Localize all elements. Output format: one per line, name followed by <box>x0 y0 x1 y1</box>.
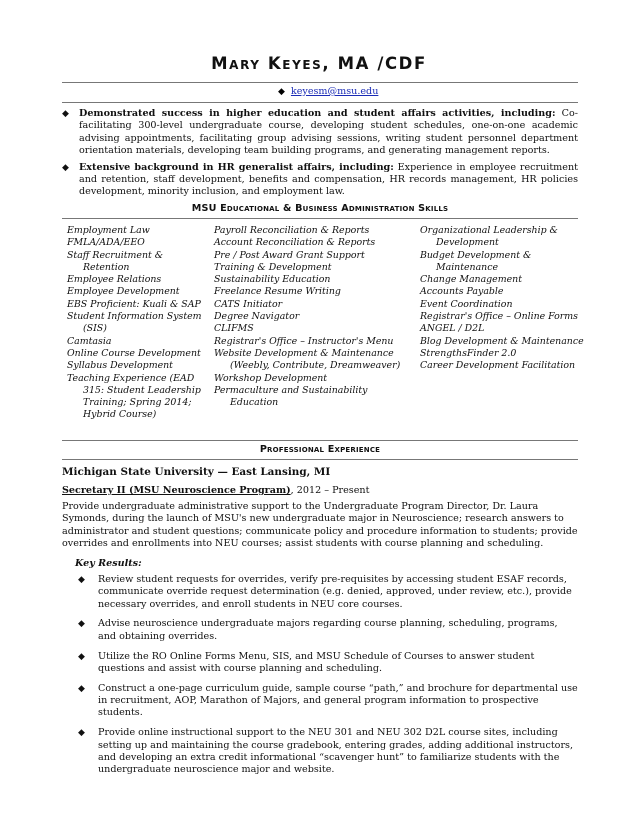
skill-item: Staff Recruitment & Retention <box>67 249 164 273</box>
diamond-bullet-icon: ◆ <box>78 683 85 694</box>
skill-item: Budget Development & Maintenance <box>420 249 532 273</box>
experience-heading-text: Professional Experience <box>259 444 381 455</box>
skill-item: Online Course Development <box>67 347 201 359</box>
skill-item: Payroll Reconciliation & Reports <box>214 225 370 236</box>
email-link[interactable]: keyesm@msu.edu <box>290 86 379 97</box>
skill-item: Registrar's Office – Instructor's Menu <box>214 335 394 347</box>
role-dates: , 2012 – Present <box>290 485 370 496</box>
summary-item <box>62 162 578 199</box>
skill-item: Accounts Payable <box>420 286 504 298</box>
experience-rule-bottom <box>62 459 578 460</box>
key-results-list <box>78 574 578 784</box>
key-result-text: Advise neuroscience undergraduate majors regarding course planning, scheduling, programs, and obtaining overrides. <box>98 618 558 642</box>
skill-item: Pre / Post Award Grant Support <box>214 249 365 261</box>
employer-name: Michigan State University — East Lansing, MI <box>62 466 331 478</box>
list-item <box>78 727 578 776</box>
skill-item: Employment Law <box>67 225 150 236</box>
skills-column-1 <box>67 225 212 422</box>
skill-item: Teaching Experience (EAD 315: Student Leadership Training; Spring 2014; Hybrid Course) <box>67 372 201 421</box>
diamond-bullet-icon: ◆ <box>278 87 285 97</box>
skill-item: Change Management <box>420 274 522 286</box>
key-results-label: Key Results: <box>75 558 142 569</box>
summary-item <box>62 108 578 158</box>
skills-heading <box>62 203 578 214</box>
header-rule <box>62 82 578 83</box>
list-item <box>78 683 578 720</box>
skill-item: Organizational Leadership & Development <box>420 225 558 249</box>
skill-item: Workshop Development <box>214 372 328 384</box>
diamond-bullet-icon: ◆ <box>78 575 85 585</box>
skills-heading-text: MSU Educational & Business Administration Skills <box>191 203 449 214</box>
skill-item: CLIFMS <box>214 323 254 335</box>
candidate-name <box>0 54 638 73</box>
skill-item: StrengthsFinder 2.0 <box>420 347 517 359</box>
name-text: Mary Keyes, MA /CDF <box>211 54 427 73</box>
key-result-text: Utilize the RO Online Forms Menu, SIS, and MSU Schedule of Courses to answer student questions and assist with course planning and scheduling. <box>98 650 535 674</box>
list-item <box>78 618 578 643</box>
diamond-bullet-icon: ◆ <box>78 619 85 630</box>
diamond-bullet-icon: ◆ <box>78 651 85 662</box>
skill-item: Training & Development <box>214 261 332 273</box>
contact-rule <box>62 102 578 103</box>
summary-list <box>62 108 578 203</box>
diamond-bullet-icon: ◆ <box>78 728 85 739</box>
skill-item: EBS Proficient: Kuali & SAP <box>67 298 201 310</box>
skills-rule <box>62 218 578 219</box>
skill-item: FMLA/ADA/EEO <box>67 237 145 249</box>
skill-item: Blog Development & Maintenance <box>420 335 584 347</box>
skill-item: Freelance Resume Writing <box>214 286 341 298</box>
skill-item: Syllabus Development <box>67 360 173 372</box>
skill-item: Degree Navigator <box>214 311 300 323</box>
list-item <box>78 574 578 611</box>
summary-text: Experience in employee recruitment and retention, staff development, benefits and compensation, HR records management, HR policies development, minority inclusion, and employment law. <box>79 161 578 198</box>
summary-text: Co-facilitating 300-level undergraduate course, developing student schedules, one-on-one academic advising appointments, facilitating group advising sessions, writing student personnel department orientation materials, developing team building programs, and generating management reports. <box>79 108 578 157</box>
role-line <box>62 485 369 496</box>
skill-item: Permaculture and Sustainability Education <box>214 384 368 409</box>
diamond-bullet-icon: ◆ <box>62 109 69 119</box>
key-result-text: Provide online instructional support to the NEU 301 and NEU 302 D2L course sites, including setting up and maintaining the course gradebook, entering grades, adding additional instructors, and developing an extra credit informational “scavenger hunt” to familiarize students with the undergraduate neuroscience major and website. <box>98 727 574 776</box>
key-result-text: Construct a one-page curriculum guide, sample course “path,” and brochure for departmental use in recruitment, AOP, Marathon of Majors, and general program information to prospective students. <box>98 682 578 719</box>
skill-item: Event Coordination <box>420 298 513 310</box>
skill-item: Sustainability Education <box>214 274 331 286</box>
list-item <box>78 651 578 676</box>
skill-item: CATS Initiator <box>214 298 283 310</box>
skill-item: Camtasia <box>67 335 112 347</box>
skill-item: Employee Relations <box>67 274 162 286</box>
skill-item: Registrar's Office – Online Forms <box>420 311 578 323</box>
summary-lead: Extensive background in HR generalist affairs, including: <box>79 161 394 173</box>
diamond-bullet-icon: ◆ <box>62 162 69 173</box>
experience-rule-top <box>62 440 578 441</box>
skill-item: Website Development & Maintenance (Weebly, Contribute, Dreamweaver) <box>214 347 401 372</box>
role-title: Secretary II (MSU Neuroscience Program) <box>62 485 291 496</box>
contact-line <box>278 86 378 97</box>
skills-column-2 <box>214 225 410 409</box>
summary-lead: Demonstrated success in higher education and student affairs activities, including: <box>79 108 556 119</box>
experience-heading <box>62 444 578 455</box>
skill-item: Account Reconciliation & Reports <box>214 237 376 249</box>
skill-item: Career Development Facilitation <box>420 360 576 372</box>
role-description: Provide undergraduate administrative support to the Undergraduate Program Director, Dr. Laura Symonds, during the launch of MSU's new undergraduate major in Neuroscience; research answers to administrator and student questions; communicate policy and procedure information to students; provide overrides and enrollments into NEU courses; assist students with course planning and scheduling. <box>62 501 578 550</box>
skill-item: ANGEL / D2L <box>420 323 485 335</box>
skills-column-3 <box>420 225 585 373</box>
skill-item: Student Information System (SIS) <box>67 311 202 335</box>
key-result-text: Review student requests for overrides, verify pre-requisites by accessing student ESAF records, communicate override request determination (e.g. denied, approved, under review, etc.), provide necessary overrides, and enroll students in NEU core courses. <box>98 574 572 610</box>
skill-item: Employee Development <box>67 286 180 298</box>
